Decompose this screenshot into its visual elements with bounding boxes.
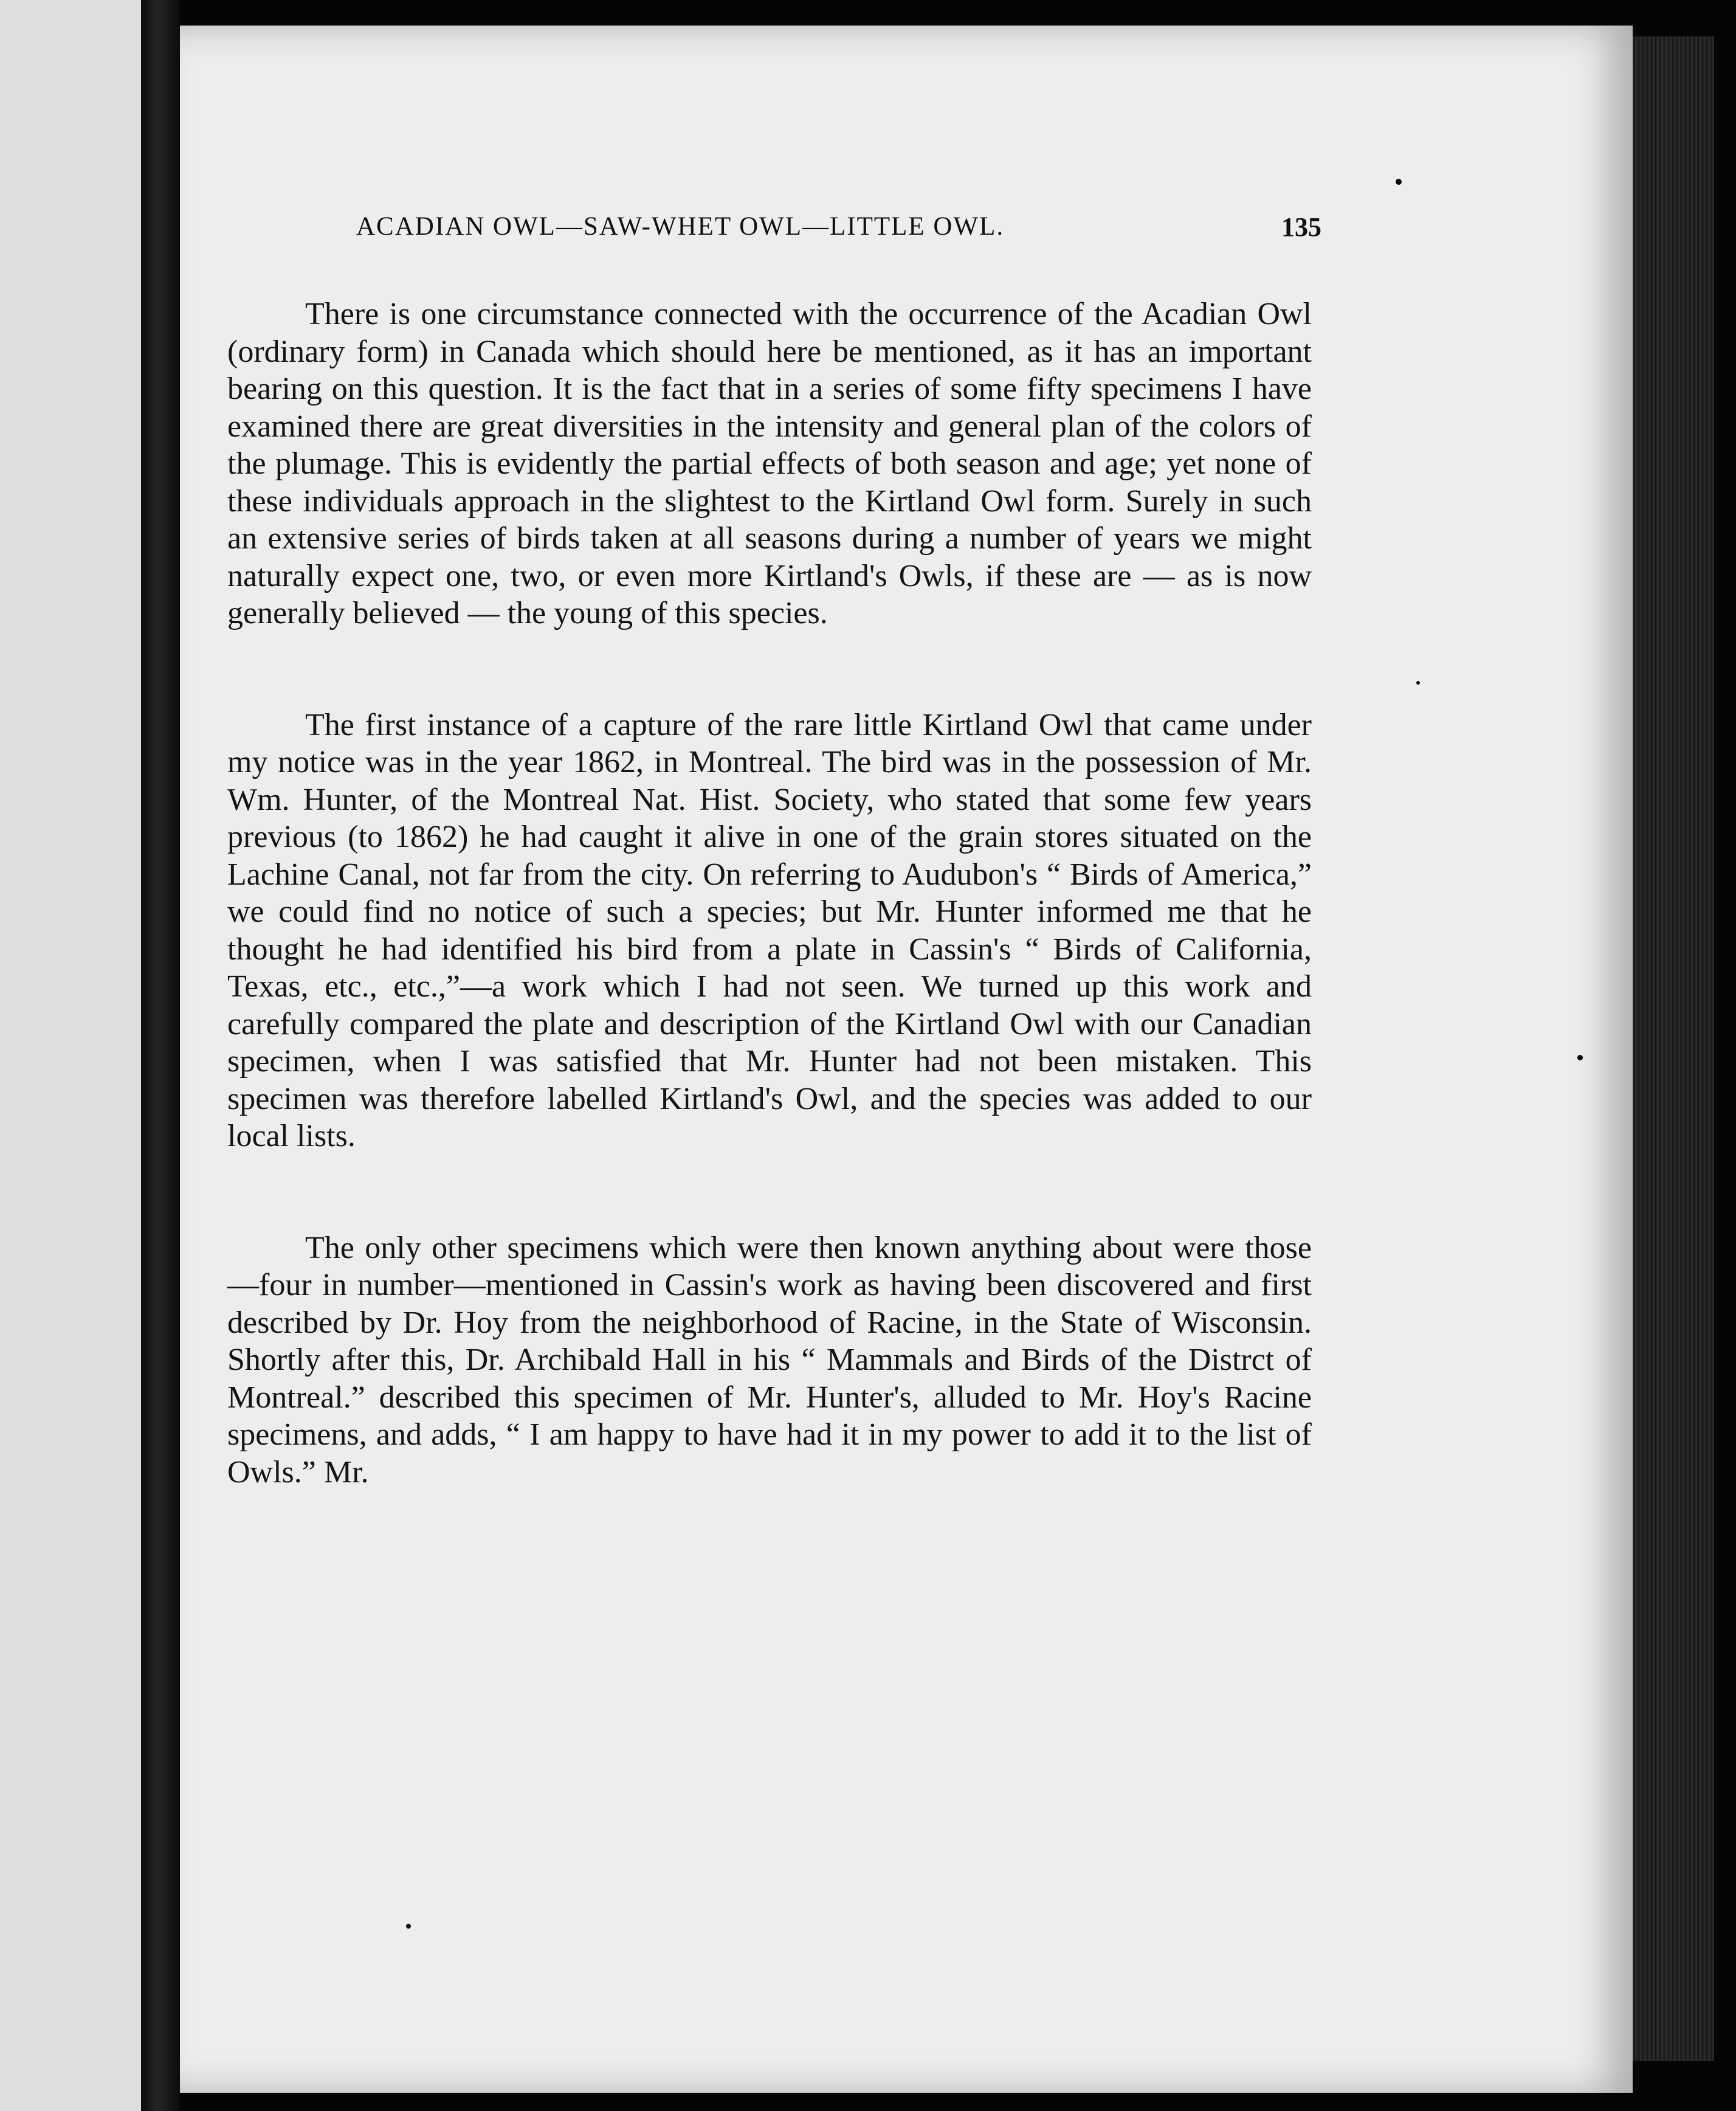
paragraph: The only other specimens which were then known anything about were those—four in number—mentioned in Cassin's work as having been discovered and first described by Dr. Hoy from the neighborhood of Racine, in the State of Wisconsin. Shortly after this, Dr. Archibald Hall in his “ Mammals and Birds of the Distrct of Montreal.” described this specimen of Mr. Hunter's, alluded to Mr. Hoy's Racine specimens, and adds, “ I am happy to have had it in my power to add it to the list of Owls.” Mr. [227,1230,1312,1490]
page-number: 135 [1281,212,1321,242]
book-gutter [141,0,180,2111]
facing-page-edge [0,0,141,2111]
scan-speck [1416,681,1420,685]
running-head [356,212,1321,260]
scan-speck [1396,179,1402,185]
body-text [227,295,1312,1491]
paragraph: There is one circumstance connected with the occurrence of the Acadian Owl (ordinary form) in Canada which should here be mentioned, as it has an important bearing on this question. It is the fact that in a series of some fifty specimens I have examined there are great diversities in the intensity and general plan of the colors of the plumage. This is evidently the partial effects of both season and age; yet none of these individuals approach in the slightest to the Kirtland Owl form. Surely in such an extensive series of birds taken at all seasons during a number of years we might naturally expect one, two, or even more Kirtland's Owls, if these are — as is now generally believed — the young of this species. [227,297,1312,631]
paragraph: The first instance of a capture of the rare little Kirtland Owl that came under my notice was in the year 1862, in Montreal. The bird was in the possession of Mr. Wm. Hunter, of the Montreal Nat. Hist. Society, who stated that some few years previous (to 1862) he had caught it alive in one of the grain stores situated on the Lachine Canal, not far from the city. On referring to Audubon's “ Birds of America,” we could find no notice of such a species; but Mr. Hunter informed me that he thought he had identified his bird from a plate in Cassin's “ Birds of California, Texas, etc., etc.,”—a work which I had not seen. We turned up this work and carefully compared the plate and description of the Kirtland Owl with our Canadian specimen, when I was satisfied that Mr. Hunter had not been mistaken. This specimen was therefore labelled Kirtland's Owl, and the species was added to our local lists. [227,707,1312,1153]
running-title: ACADIAN OWL—SAW-WHET OWL—LITTLE OWL. [356,212,1005,241]
scan-speck [406,1924,411,1929]
scan-speck [1577,1055,1583,1060]
